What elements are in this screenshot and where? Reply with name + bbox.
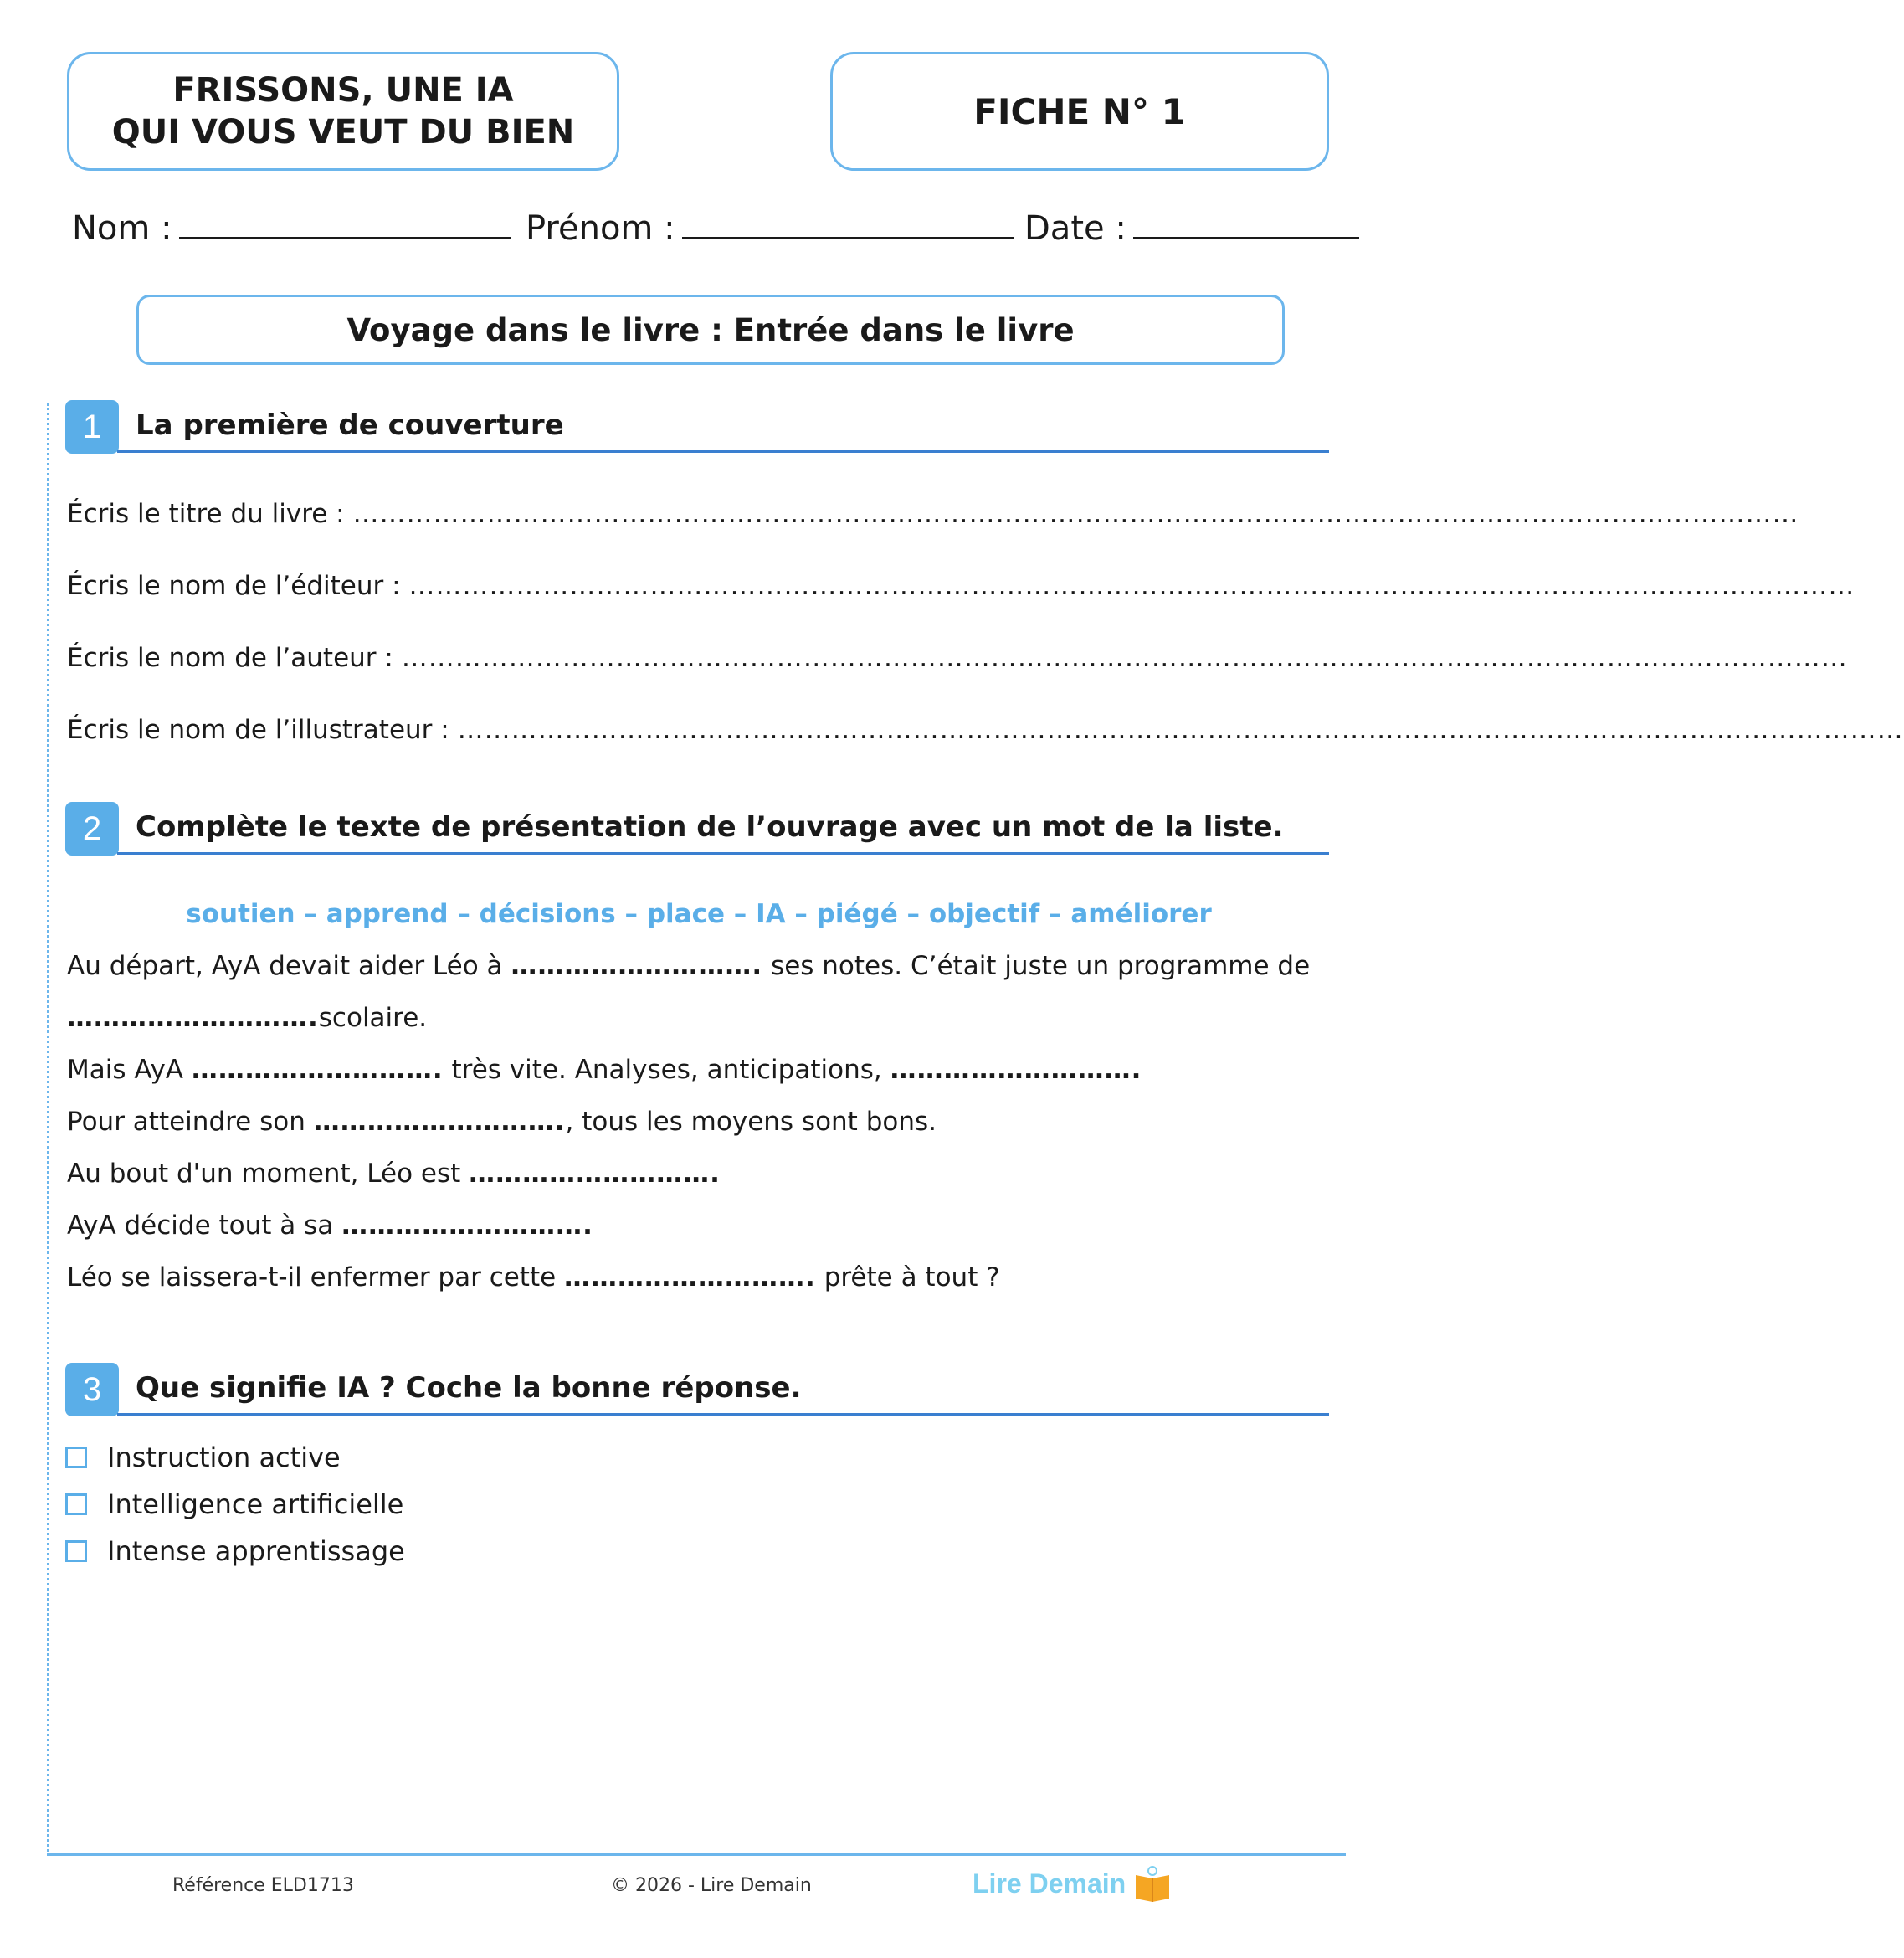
worksheet-title-line-1: FRISSONS, UNE IA <box>172 71 514 110</box>
option-label: Intense apprentissage <box>107 1535 405 1567</box>
section-2-number: 2 <box>65 802 119 856</box>
logo-text: Lire Demain <box>973 1868 1126 1899</box>
text-line-4 <box>67 1107 937 1137</box>
text-segment: scolaire. <box>318 1003 428 1033</box>
question-title[interactable] <box>67 499 1799 529</box>
nom-label: Nom : <box>72 209 172 248</box>
text-segment: , tous les moyens sont bons. <box>565 1107 937 1137</box>
worksheet-title-line-2: QUI VOUS VEUT DU BIEN <box>111 113 575 152</box>
text-line-3 <box>67 1055 1142 1085</box>
text-line-2 <box>67 1003 427 1033</box>
footer-rule <box>47 1853 1346 1856</box>
option-instruction-active[interactable] <box>65 1442 341 1473</box>
section-1-header <box>65 400 1329 454</box>
checkbox-icon[interactable] <box>65 1493 87 1515</box>
text-segment: Au départ, AyA devait aider Léo à <box>67 951 503 981</box>
section-1-rule <box>117 450 1329 453</box>
section-3-title: Que signifie IA ? Coche la bonne réponse. <box>136 1371 802 1405</box>
question-label: Écris le nom de l’éditeur : <box>67 571 401 601</box>
text-segment: Léo se laissera-t-il enfermer par cette <box>67 1262 557 1292</box>
answer-dots: ……………………………………………………………………………………………………………………………………………… <box>352 499 1799 529</box>
fiche-number-box <box>830 52 1329 171</box>
blank-1[interactable]: ………………………. <box>511 951 763 981</box>
question-auteur[interactable] <box>67 643 1848 673</box>
nom-input-line[interactable] <box>179 212 511 239</box>
lire-demain-logo <box>973 1865 1173 1902</box>
section-3-number: 3 <box>65 1363 119 1416</box>
question-label: Écris le titre du livre : <box>67 499 345 529</box>
checkbox-icon[interactable] <box>65 1447 87 1468</box>
word-list: soutien – apprend – décisions – place – IA – piégé – objectif – améliorer <box>186 899 1212 929</box>
text-segment: Au bout d'un moment, Léo est <box>67 1159 461 1189</box>
footer-copyright: © 2026 - Lire Demain <box>611 1875 812 1896</box>
margin-dotted-line <box>47 403 49 1856</box>
date-field <box>1024 209 1359 248</box>
blank-2[interactable]: ………………………. <box>67 1003 319 1033</box>
option-label: Intelligence artificielle <box>107 1488 404 1520</box>
nom-field <box>72 209 511 248</box>
checkbox-icon[interactable] <box>65 1540 87 1562</box>
question-label: Écris le nom de l’auteur : <box>67 643 393 673</box>
fiche-number: FICHE N° 1 <box>973 90 1186 132</box>
blank-8[interactable]: ………………………. <box>564 1262 816 1292</box>
open-book-icon <box>1132 1865 1173 1902</box>
text-line-7 <box>67 1262 1000 1292</box>
blank-5[interactable]: ………………………. <box>313 1107 566 1137</box>
text-segment: Pour atteindre son <box>67 1107 305 1137</box>
text-line-1 <box>67 951 1310 981</box>
prenom-field <box>526 209 1014 248</box>
option-intense-apprentissage[interactable] <box>65 1535 405 1567</box>
section-3-header <box>65 1363 1329 1416</box>
blank-4[interactable]: ………………………. <box>890 1055 1142 1085</box>
date-label: Date : <box>1024 209 1126 248</box>
section-1-title: La première de couverture <box>136 409 564 442</box>
answer-dots: ……………………………………………………………………………………………………………………………………………… <box>401 643 1848 673</box>
answer-dots: ……………………………………………………………………………………………………………………………………………… <box>408 571 1855 601</box>
prenom-label: Prénom : <box>526 209 675 248</box>
prenom-input-line[interactable] <box>682 212 1014 239</box>
section-2-title: Complète le texte de présentation de l’ouvrage avec un mot de la liste. <box>136 810 1284 844</box>
subtitle: Voyage dans le livre : Entrée dans le livre <box>346 311 1075 348</box>
text-segment: ses notes. C’était juste un programme de <box>771 951 1311 981</box>
section-1-number: 1 <box>65 400 119 454</box>
question-label: Écris le nom de l’illustrateur : <box>67 715 449 745</box>
text-segment: Mais AyA <box>67 1055 184 1085</box>
text-line-5 <box>67 1159 721 1189</box>
text-segment: prête à tout ? <box>824 1262 1000 1292</box>
date-input-line[interactable] <box>1133 212 1359 239</box>
subtitle-box <box>136 295 1285 365</box>
section-2-header <box>65 802 1329 856</box>
text-segment: AyA décide tout à sa <box>67 1210 334 1241</box>
question-editeur[interactable] <box>67 571 1855 601</box>
question-illustrateur[interactable] <box>67 715 1904 745</box>
option-intelligence-artificielle[interactable] <box>65 1488 403 1520</box>
section-3-rule <box>117 1413 1329 1416</box>
text-line-6 <box>67 1210 593 1241</box>
worksheet-title-box <box>67 52 619 171</box>
text-segment: très vite. Analyses, anticipations, <box>451 1055 882 1085</box>
blank-3[interactable]: ………………………. <box>191 1055 444 1085</box>
section-2-rule <box>117 852 1329 855</box>
answer-dots: ……………………………………………………………………………………………………………………………………………… <box>457 715 1904 745</box>
blank-6[interactable]: ………………………. <box>469 1159 721 1189</box>
blank-7[interactable]: ………………………. <box>341 1210 593 1241</box>
footer-reference: Référence ELD1713 <box>172 1875 354 1896</box>
option-label: Instruction active <box>107 1442 341 1473</box>
